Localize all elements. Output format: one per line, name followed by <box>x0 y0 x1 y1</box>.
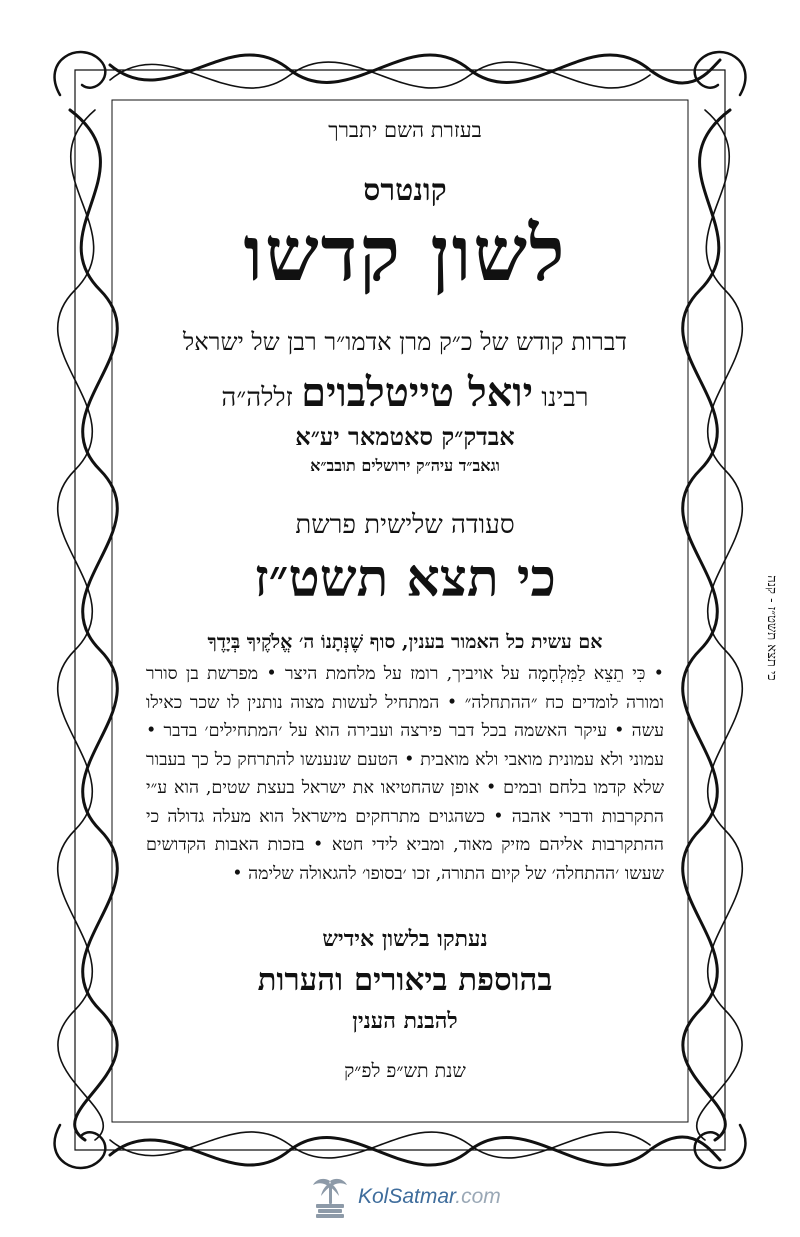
understanding-line: להבנת הענין <box>352 1008 458 1034</box>
rebbe-name: יואל טייטלבוים <box>301 369 534 416</box>
kolsatmar-logo[interactable] <box>310 1172 501 1222</box>
seuda-line: סעודה שלישית פרשת <box>295 510 515 540</box>
rebbe-line <box>140 369 670 416</box>
main-title: לשון קדשו <box>243 209 567 298</box>
translated-line: נעתקו בלשון אידיש <box>322 926 488 952</box>
parsha-title: כי תצא תשט״ז <box>254 548 556 609</box>
logo-name: KolSatmar <box>358 1185 456 1208</box>
logo-wordmark <box>358 1185 501 1209</box>
bottom-ribbon-flourish <box>110 1132 720 1165</box>
kuntres-label: קונטרס <box>363 173 447 208</box>
left-ribbon-flourish <box>58 110 118 1140</box>
logo-domain: .com <box>455 1185 501 1208</box>
right-ribbon-flourish <box>683 110 743 1140</box>
rebbe-prefix: רבינו <box>541 383 589 413</box>
gaavad-line: וגאב״ד עיה״ק ירושלים תובב״א <box>310 456 500 475</box>
side-page-note: כי תצא תשט״ז - קנה <box>764 575 779 681</box>
summary-paragraph: • כִּי תֵצֵא לַמִּלְחָמָה על אויביך, רומז על מלחמת היצר • מפרשת בן סורר ומורה לומדים כח ״ההתחלה״ • המתחיל לעשות מצוה נותנין לו שכר כאילו עשה • עיקר האשמה בכל דבר פירצה ועבירה הוא על ׳המתחילים׳ בדבר • עמוני ולא עמונית מואבי ולא מואבית • הטעם שנענשו להתרחק כל כך בעבור שלא קדמו בלחם ובמים • אופן שהחטיאו את ישראל בעצת שטים, הוא ע״י התקרבות ודברי אהבה • כשהגוים מתרחקים מישראל הוא מעלה גדולה כי ההתקרבות אליהם מזיק מאוד, ומביא לידי חטא • בזכות האבות הקדושים שעשו ׳ההתחלה׳ של קיום התורה, זכו ׳בסופו׳ להגאולה שלימה • <box>146 664 664 884</box>
avdak-line: אבדק״ק סאטמאר יע״א <box>295 422 515 451</box>
title-page-content <box>140 110 670 1083</box>
palm-tree-books-icon <box>310 1175 350 1219</box>
year-line: שנת תש״פ לפ״ק <box>344 1060 466 1082</box>
addition-line: בהוספת ביאורים והערות <box>257 962 553 998</box>
subject-line: אם עשית כל האמור בענין, סוף שֶׁנְּתָנוֹ ה׳ אֱלֹקֶיךָ בְּיָדֶךָ <box>207 631 603 653</box>
blessing-line: בעזרת השם יתברך <box>328 118 482 142</box>
divrei-kodesh-line: דברות קודש של כ״ק מרן אדמו״ר רבן של ישראל <box>183 328 627 356</box>
top-ribbon-flourish <box>110 55 720 88</box>
rebbe-suffix: זללה״ה <box>221 383 293 413</box>
